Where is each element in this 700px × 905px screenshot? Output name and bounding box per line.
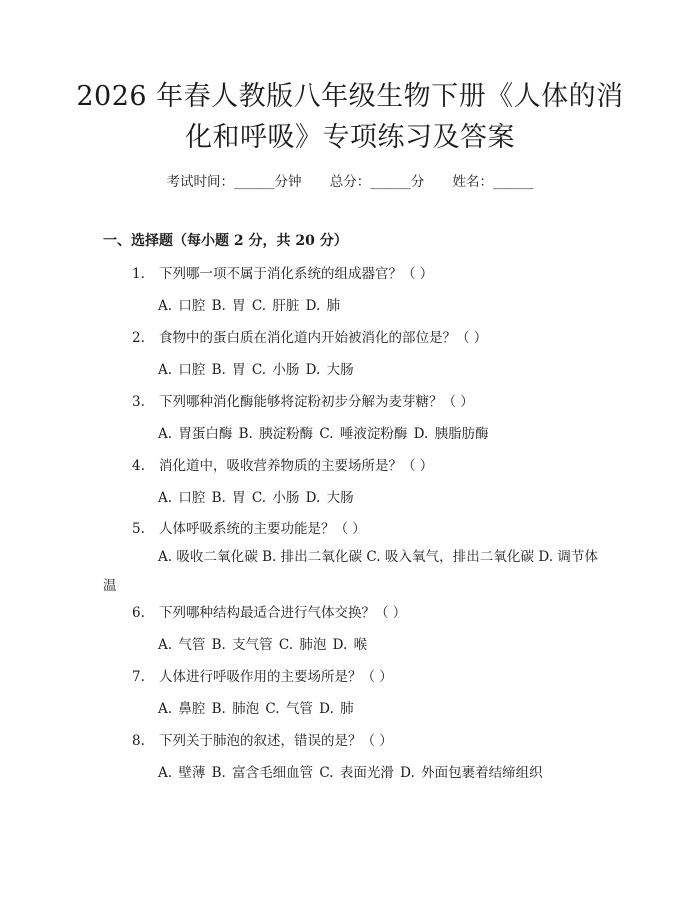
question-8 <box>132 729 393 749</box>
question-number: 6. <box>132 605 145 621</box>
question-5 <box>132 517 366 537</box>
question-text: 下列哪种消化酶能够将淀粉初步分解为麦芽糖？（ ） <box>159 394 474 410</box>
question-text: 下列哪一项不属于消化系统的组成器官？（ ） <box>159 266 434 282</box>
question-text: 人体呼吸系统的主要功能是？（ ） <box>159 521 366 537</box>
question-number: 1. <box>132 266 145 282</box>
question-number: 5. <box>132 521 145 537</box>
question-text: 下列关于肺泡的叙述，错误的是？（ ） <box>159 733 393 749</box>
question-text: 食物中的蛋白质在消化道内开始被消化的部位是？（ ） <box>159 330 488 346</box>
exam-name: 姓名：______ <box>452 174 534 190</box>
question-7 <box>132 665 393 685</box>
question-number: 7. <box>132 669 145 685</box>
question-4 <box>132 454 433 474</box>
question-number: 3. <box>132 394 145 410</box>
document-title <box>70 76 630 158</box>
question-5-options: A. 吸收二氧化碳 B. 排出二氧化碳 C. 吸入氧气，排出二氧化碳 D. 调节体温 <box>103 549 598 594</box>
question-2 <box>132 326 487 346</box>
question-2-options: A. 口腔 B. 胃 C. 小肠 D. 大肠 <box>158 362 354 378</box>
section-title: 一、选择题（每小题 2 分，共 20 分） <box>103 233 348 249</box>
question-text: 下列哪种结构最适合进行气体交换？（ ） <box>159 605 407 621</box>
question-1 <box>132 262 433 282</box>
question-text: 人体进行呼吸作用的主要场所是？（ ） <box>159 669 393 685</box>
question-6-options: A. 气管 B. 支气管 C. 肺泡 D. 喉 <box>158 637 368 653</box>
question-1-options: A. 口腔 B. 胃 C. 肝脏 D. 肺 <box>158 298 341 314</box>
question-number: 4. <box>132 458 145 474</box>
question-6 <box>132 601 406 621</box>
question-3 <box>132 390 474 410</box>
title-line-2: 化和呼吸》专项练习及答案 <box>185 122 515 153</box>
question-number: 2. <box>132 330 145 346</box>
question-number: 8. <box>132 733 145 749</box>
question-text: 消化道中，吸收营养物质的主要场所是？（ ） <box>159 458 434 474</box>
question-7-options: A. 鼻腔 B. 肺泡 C. 气管 D. 肺 <box>158 701 354 717</box>
question-4-options: A. 口腔 B. 胃 C. 小肠 D. 大肠 <box>158 490 354 506</box>
question-3-options: A. 胃蛋白酶 B. 胰淀粉酶 C. 唾液淀粉酶 D. 胰脂肪酶 <box>158 426 489 442</box>
question-8-options: A. 壁薄 B. 富含毛细血管 C. 表面光滑 D. 外面包裹着结缔组织 <box>158 765 543 781</box>
exam-info <box>0 170 700 190</box>
exam-time: 考试时间：______分钟 <box>166 174 302 190</box>
title-line-1: 2026 年春人教版八年级生物下册《人体的消 <box>76 81 624 112</box>
exam-score: 总分：______分 <box>329 174 425 190</box>
